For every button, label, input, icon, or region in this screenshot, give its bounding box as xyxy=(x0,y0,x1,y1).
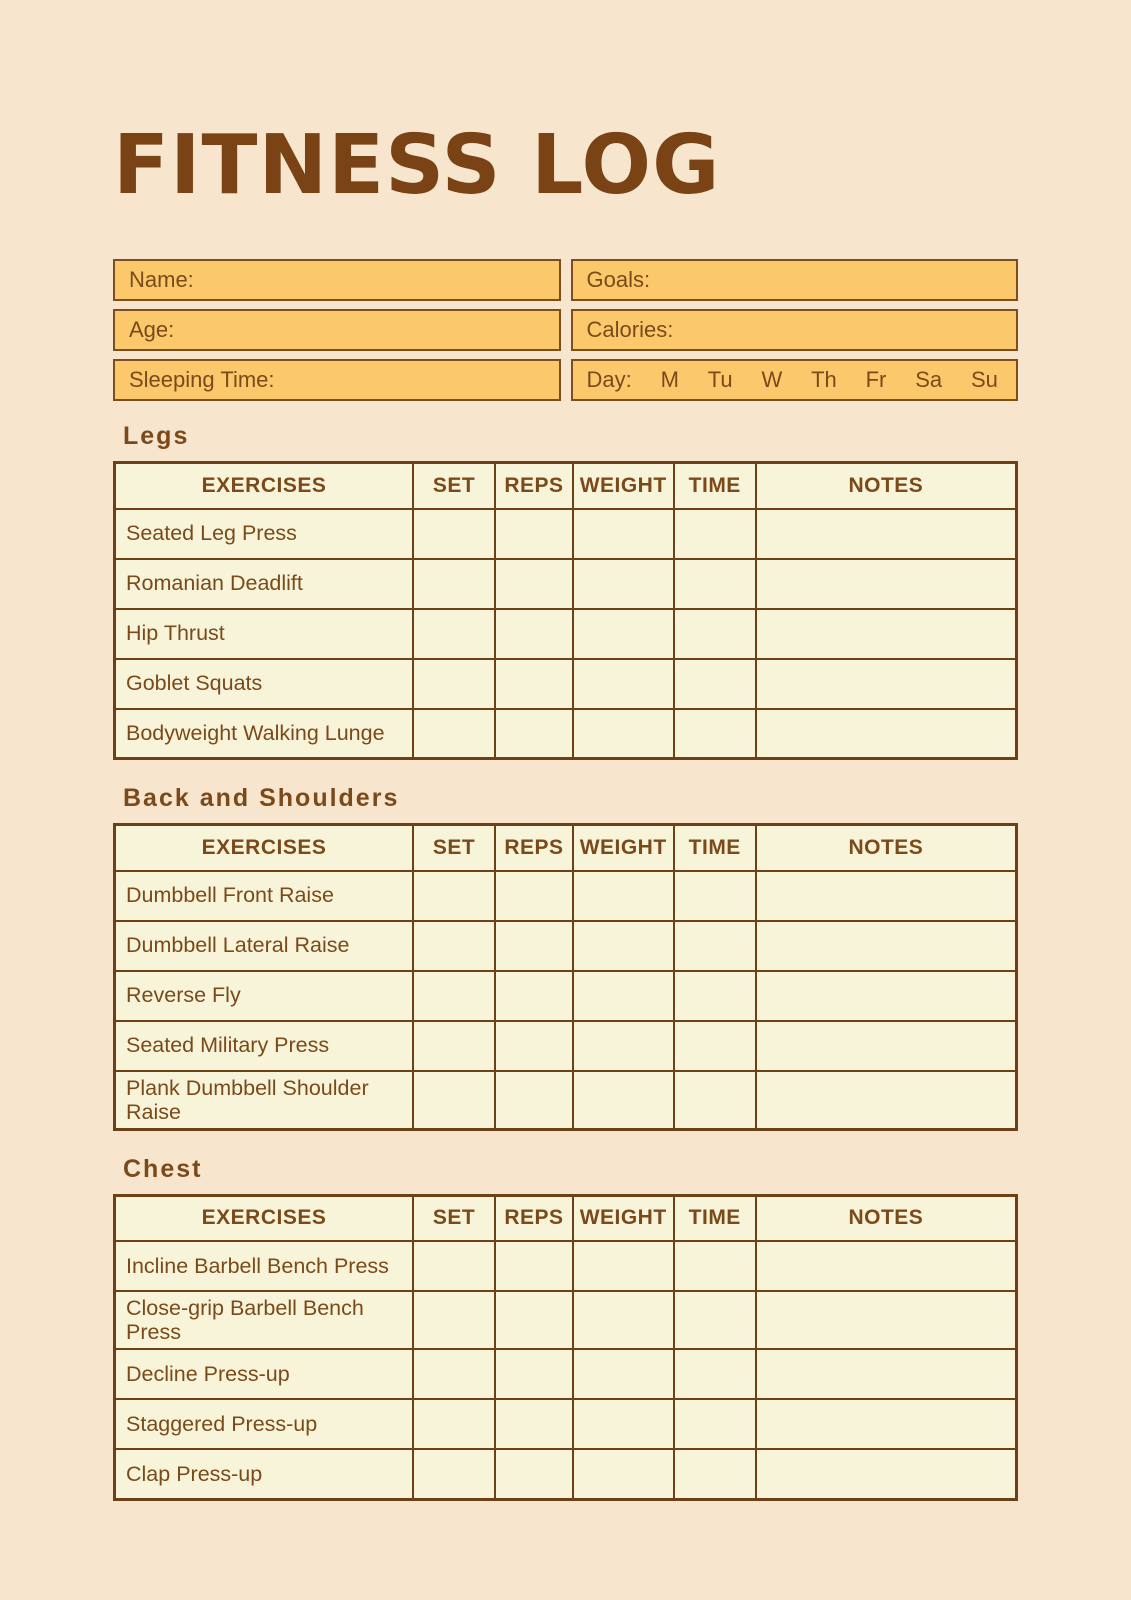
reps-cell[interactable] xyxy=(495,1399,573,1449)
day-option-monday[interactable]: M xyxy=(660,367,679,392)
exercise-name-cell: Bodyweight Walking Lunge xyxy=(115,709,414,759)
col-header-time: TIME xyxy=(674,463,756,509)
notes-cell[interactable] xyxy=(756,1449,1017,1499)
time-cell[interactable] xyxy=(674,1291,756,1349)
reps-cell[interactable] xyxy=(495,709,573,759)
exercise-row xyxy=(115,1449,1017,1499)
exercise-row xyxy=(115,659,1017,709)
notes-cell[interactable] xyxy=(756,1399,1017,1449)
notes-cell[interactable] xyxy=(756,1291,1017,1349)
set-cell[interactable] xyxy=(413,659,495,709)
day-option-saturday[interactable]: Sa xyxy=(915,367,943,392)
col-header-notes: NOTES xyxy=(756,825,1017,871)
time-cell[interactable] xyxy=(674,971,756,1021)
exercise-row xyxy=(115,1399,1017,1449)
time-cell[interactable] xyxy=(674,609,756,659)
notes-cell[interactable] xyxy=(756,871,1017,921)
exercise-name-cell: Reverse Fly xyxy=(115,971,414,1021)
sleeping-time-label: Sleeping Time: xyxy=(129,367,275,392)
exercise-name-cell: Dumbbell Lateral Raise xyxy=(115,921,414,971)
time-cell[interactable] xyxy=(674,709,756,759)
set-cell[interactable] xyxy=(413,1349,495,1399)
col-header-set: SET xyxy=(413,825,495,871)
reps-cell[interactable] xyxy=(495,1071,573,1130)
weight-cell[interactable] xyxy=(573,871,674,921)
reps-cell[interactable] xyxy=(495,971,573,1021)
exercise-row xyxy=(115,971,1017,1021)
set-cell[interactable] xyxy=(413,921,495,971)
day-option-sunday[interactable]: Su xyxy=(970,367,998,392)
exercise-name-cell: Seated Military Press xyxy=(115,1021,414,1071)
time-cell[interactable] xyxy=(674,1399,756,1449)
notes-cell[interactable] xyxy=(756,709,1017,759)
chest-table xyxy=(113,1194,1018,1501)
weight-cell[interactable] xyxy=(573,709,674,759)
set-cell[interactable] xyxy=(413,1449,495,1499)
time-cell[interactable] xyxy=(674,559,756,609)
exercise-name-cell: Plank Dumbbell Shoulder Raise xyxy=(115,1071,414,1130)
reps-cell[interactable] xyxy=(495,609,573,659)
exercise-row xyxy=(115,709,1017,759)
exercise-row xyxy=(115,609,1017,659)
set-cell[interactable] xyxy=(413,1021,495,1071)
weight-cell[interactable] xyxy=(573,1399,674,1449)
sleeping-time-field[interactable] xyxy=(113,359,561,401)
exercise-row xyxy=(115,871,1017,921)
col-header-notes: NOTES xyxy=(756,1195,1017,1241)
day-option-thursday[interactable]: Th xyxy=(811,367,837,392)
time-cell[interactable] xyxy=(674,509,756,559)
time-cell[interactable] xyxy=(674,1021,756,1071)
weight-cell[interactable] xyxy=(573,971,674,1021)
reps-cell[interactable] xyxy=(495,1291,573,1349)
reps-cell[interactable] xyxy=(495,559,573,609)
exercise-name-cell: Romanian Deadlift xyxy=(115,559,414,609)
col-header-reps: REPS xyxy=(495,825,573,871)
col-header-weight: WEIGHT xyxy=(573,1195,674,1241)
col-header-weight: WEIGHT xyxy=(573,825,674,871)
exercise-row xyxy=(115,921,1017,971)
profile-fields xyxy=(113,259,1018,401)
exercise-name-cell: Staggered Press-up xyxy=(115,1399,414,1449)
time-cell[interactable] xyxy=(674,921,756,971)
weight-cell[interactable] xyxy=(573,509,674,559)
col-header-weight: WEIGHT xyxy=(573,463,674,509)
exercise-name-cell: Clap Press-up xyxy=(115,1449,414,1499)
table-header-row xyxy=(115,463,1017,509)
notes-cell[interactable] xyxy=(756,1241,1017,1291)
exercise-row xyxy=(115,509,1017,559)
notes-cell[interactable] xyxy=(756,509,1017,559)
col-header-time: TIME xyxy=(674,825,756,871)
reps-cell[interactable] xyxy=(495,871,573,921)
set-cell[interactable] xyxy=(413,1291,495,1349)
col-header-notes: NOTES xyxy=(756,463,1017,509)
set-cell[interactable] xyxy=(413,609,495,659)
exercise-row xyxy=(115,1021,1017,1071)
notes-cell[interactable] xyxy=(756,1349,1017,1399)
notes-cell[interactable] xyxy=(756,609,1017,659)
set-cell[interactable] xyxy=(413,509,495,559)
reps-cell[interactable] xyxy=(495,1449,573,1499)
age-field[interactable] xyxy=(113,309,561,351)
weight-cell[interactable] xyxy=(573,1021,674,1071)
set-cell[interactable] xyxy=(413,559,495,609)
calories-label: Calories: xyxy=(586,317,674,342)
time-cell[interactable] xyxy=(674,1449,756,1499)
name-field[interactable] xyxy=(113,259,561,301)
goals-field[interactable] xyxy=(571,259,1019,301)
notes-cell[interactable] xyxy=(756,1071,1017,1130)
set-cell[interactable] xyxy=(413,871,495,921)
table-header-row xyxy=(115,1195,1017,1241)
exercise-row xyxy=(115,559,1017,609)
table-header-row xyxy=(115,825,1017,871)
exercise-name-cell: Hip Thrust xyxy=(115,609,414,659)
day-option-tuesday[interactable]: Tu xyxy=(707,367,733,392)
notes-cell[interactable] xyxy=(756,559,1017,609)
exercise-name-cell: Incline Barbell Bench Press xyxy=(115,1241,414,1291)
col-header-exercises: EXERCISES xyxy=(115,463,414,509)
exercise-row xyxy=(115,1241,1017,1291)
day-option-wednesday[interactable]: W xyxy=(761,367,783,392)
notes-cell[interactable] xyxy=(756,971,1017,1021)
reps-cell[interactable] xyxy=(495,659,573,709)
weight-cell[interactable] xyxy=(573,659,674,709)
page-title: FITNESS LOG xyxy=(113,118,721,213)
exercise-row xyxy=(115,1349,1017,1399)
weight-cell[interactable] xyxy=(573,1071,674,1130)
weight-cell[interactable] xyxy=(573,1449,674,1499)
reps-cell[interactable] xyxy=(495,509,573,559)
set-cell[interactable] xyxy=(413,709,495,759)
exercise-row xyxy=(115,1291,1017,1349)
section-title-legs: Legs xyxy=(123,422,190,450)
exercise-name-cell: Close-grip Barbell Bench Press xyxy=(115,1291,414,1349)
exercise-name-cell: Decline Press-up xyxy=(115,1349,414,1399)
set-cell[interactable] xyxy=(413,1071,495,1130)
reps-cell[interactable] xyxy=(495,1021,573,1071)
col-header-exercises: EXERCISES xyxy=(115,1195,414,1241)
set-cell[interactable] xyxy=(413,1241,495,1291)
time-cell[interactable] xyxy=(674,1349,756,1399)
weight-cell[interactable] xyxy=(573,1291,674,1349)
set-cell[interactable] xyxy=(413,1399,495,1449)
time-cell[interactable] xyxy=(674,871,756,921)
name-label: Name: xyxy=(129,267,194,292)
exercise-name-cell: Seated Leg Press xyxy=(115,509,414,559)
notes-cell[interactable] xyxy=(756,659,1017,709)
weight-cell[interactable] xyxy=(573,921,674,971)
col-header-time: TIME xyxy=(674,1195,756,1241)
col-header-exercises: EXERCISES xyxy=(115,825,414,871)
weight-cell[interactable] xyxy=(573,609,674,659)
goals-label: Goals: xyxy=(586,267,651,292)
back-and-shoulders-table xyxy=(113,823,1018,1131)
reps-cell[interactable] xyxy=(495,921,573,971)
col-header-set: SET xyxy=(413,463,495,509)
reps-cell[interactable] xyxy=(495,1241,573,1291)
exercise-row xyxy=(115,1071,1017,1130)
day-option-friday[interactable]: Fr xyxy=(865,367,887,392)
time-cell[interactable] xyxy=(674,659,756,709)
col-header-reps: REPS xyxy=(495,1195,573,1241)
legs-table xyxy=(113,461,1018,760)
weight-cell[interactable] xyxy=(573,1349,674,1399)
notes-cell[interactable] xyxy=(756,1021,1017,1071)
set-cell[interactable] xyxy=(413,971,495,1021)
notes-cell[interactable] xyxy=(756,921,1017,971)
reps-cell[interactable] xyxy=(495,1349,573,1399)
day-field xyxy=(571,359,1019,401)
col-header-reps: REPS xyxy=(495,463,573,509)
section-title-chest: Chest xyxy=(123,1154,203,1183)
calories-field[interactable] xyxy=(571,309,1019,351)
weight-cell[interactable] xyxy=(573,559,674,609)
exercise-name-cell: Goblet Squats xyxy=(115,659,414,709)
day-label: Day: xyxy=(586,367,632,392)
time-cell[interactable] xyxy=(674,1241,756,1291)
section-title-back-and-shoulders: Back and Shoulders xyxy=(123,784,400,812)
weight-cell[interactable] xyxy=(573,1241,674,1291)
exercise-name-cell: Dumbbell Front Raise xyxy=(115,871,414,921)
time-cell[interactable] xyxy=(674,1071,756,1130)
col-header-set: SET xyxy=(413,1195,495,1241)
age-label: Age: xyxy=(129,317,175,342)
